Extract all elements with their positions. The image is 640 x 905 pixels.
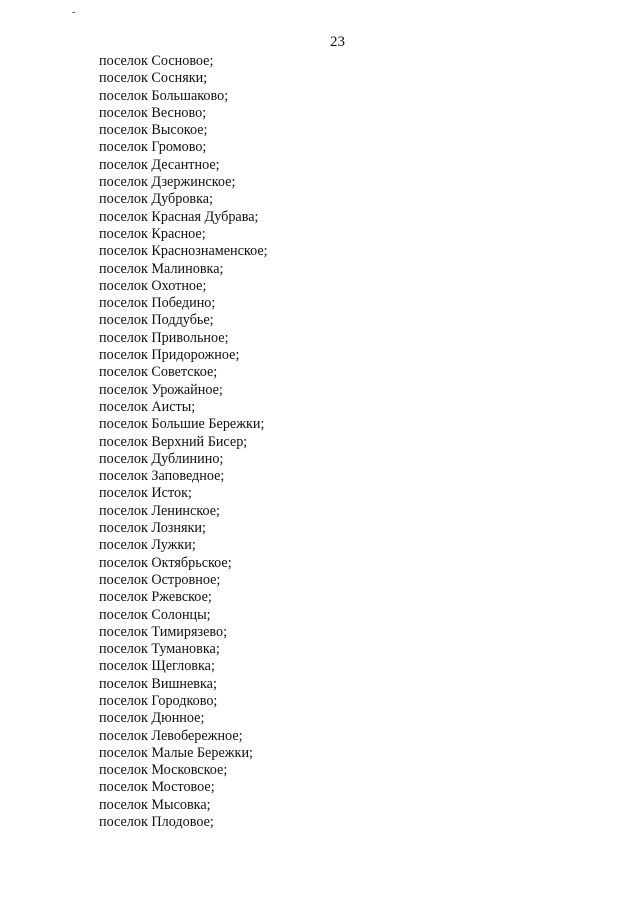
list-item: поселок Октябрьское;: [99, 554, 232, 571]
list-item: поселок Сосновое;: [99, 53, 214, 69]
list-item: поселок Большаково;: [99, 87, 229, 104]
list-item: поселок Урожайное;: [99, 381, 223, 398]
list-item: поселок Тимирязево;: [99, 623, 228, 640]
list-item: поселок Плодовое;: [99, 814, 214, 831]
list-item: поселок Вишневка;: [99, 675, 217, 692]
list-item: поселок Мостовое;: [99, 779, 215, 796]
list-item: поселок Лужки;: [99, 537, 196, 554]
list-item: поселок Городково;: [99, 692, 218, 709]
list-item: поселок Дюнное;: [99, 710, 205, 727]
list-item: поселок Левобережное;: [99, 727, 243, 744]
list-item: поселок Дзержинское;: [99, 174, 236, 191]
list-item: поселок Островное;: [99, 571, 221, 588]
list-item: поселок Поддубье;: [99, 312, 214, 329]
list-item: поселок Дубровка;: [99, 191, 214, 208]
settlement-list: [99, 53, 268, 831]
list-item: поселок Мысовка;: [99, 796, 211, 813]
list-item: поселок Громово;: [99, 139, 207, 156]
list-item: поселок Лозняки;: [99, 520, 206, 537]
list-item: поселок Охотное;: [99, 277, 207, 294]
list-item: поселок Большие Бережки;: [99, 416, 265, 433]
page-number: 23: [330, 34, 345, 50]
list-item: поселок Красная Дубрава;: [99, 208, 259, 225]
list-item: поселок Придорожное;: [99, 347, 240, 364]
list-item: поселок Тумановка;: [99, 641, 220, 658]
list-item: поселок Сосняки;: [99, 70, 208, 87]
list-item: поселок Привольное;: [99, 329, 229, 346]
list-item: поселок Исток;: [99, 485, 192, 502]
list-item: поселок Дублинино;: [99, 450, 224, 467]
list-item: поселок Десантное;: [99, 156, 220, 173]
list-item: поселок Победино;: [99, 295, 216, 312]
list-item: поселок Высокое;: [99, 122, 208, 139]
list-item: поселок Ржевское;: [99, 589, 212, 606]
list-item: поселок Малиновка;: [99, 260, 224, 277]
list-item: поселок Ленинское;: [99, 502, 220, 519]
list-item: поселок Краснознаменское;: [99, 243, 268, 260]
list-item: поселок Весново;: [99, 104, 207, 121]
list-item: поселок Верхний Бисер;: [99, 433, 248, 450]
list-item: поселок Щегловка;: [99, 658, 215, 675]
corner-mark: -: [72, 7, 76, 18]
list-item: поселок Малые Бережки;: [99, 744, 253, 761]
list-item: поселок Красное;: [99, 225, 206, 242]
list-item: поселок Советское;: [99, 364, 218, 381]
list-item: поселок Аисты;: [99, 398, 196, 415]
list-item: поселок Заповедное;: [99, 468, 225, 485]
list-item: поселок Солонцы;: [99, 606, 211, 623]
list-item: поселок Московское;: [99, 762, 228, 779]
